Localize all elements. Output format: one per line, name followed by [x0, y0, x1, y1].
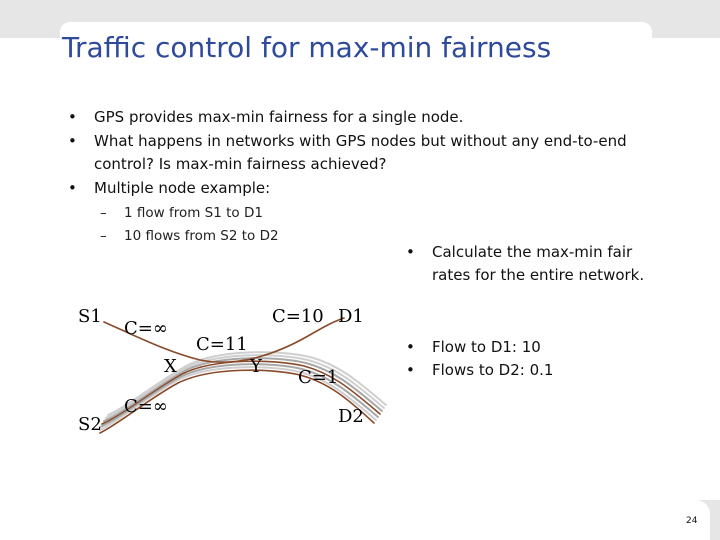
bullet-marker: • [68, 179, 77, 197]
link-capacity-s1-x: C=∞ [124, 318, 168, 339]
link-capacity-y-d2: C=1 [298, 367, 339, 388]
node-x: X [164, 356, 177, 377]
slide-title: Traffic control for max-min fairness [62, 31, 552, 64]
bullet-text: GPS provides max-min fairness for a single node. [94, 108, 464, 126]
link-capacity-x-y: C=11 [196, 334, 248, 355]
page-number: 24 [686, 516, 698, 526]
bullet-marker: • [406, 361, 415, 379]
right-bullet-text: Flows to D2: 0.1 [432, 361, 554, 379]
footer-card [0, 500, 710, 540]
right-bullet-text: Calculate the max-min fair rates for the entire network. [432, 243, 645, 284]
link-capacity-y-d1: C=10 [272, 306, 324, 327]
dash-marker: – [100, 205, 107, 221]
bullet-marker: • [406, 243, 415, 261]
link-capacity-s2-x: C=∞ [124, 396, 168, 417]
bullet-marker: • [68, 108, 77, 126]
dash-marker: – [100, 228, 107, 244]
node-s1: S1 [78, 306, 102, 327]
node-y: Y [250, 356, 262, 377]
sub-bullet-text: 1 flow from S1 to D1 [124, 205, 263, 221]
sub-bullet-text: 10 flows from S2 to D2 [124, 228, 279, 244]
node-s2: S2 [78, 414, 102, 435]
right-bullet-text: Flow to D1: 10 [432, 338, 541, 356]
node-d1: D1 [338, 306, 364, 327]
node-d2: D2 [338, 406, 364, 427]
bullet-marker: • [68, 132, 77, 150]
bullet-text: What happens in networks with GPS nodes but without any end-to-end control? Is max-min fairness achieved? [94, 132, 627, 173]
bullet-marker: • [406, 338, 415, 356]
bullet-text: Multiple node example: [94, 179, 271, 197]
